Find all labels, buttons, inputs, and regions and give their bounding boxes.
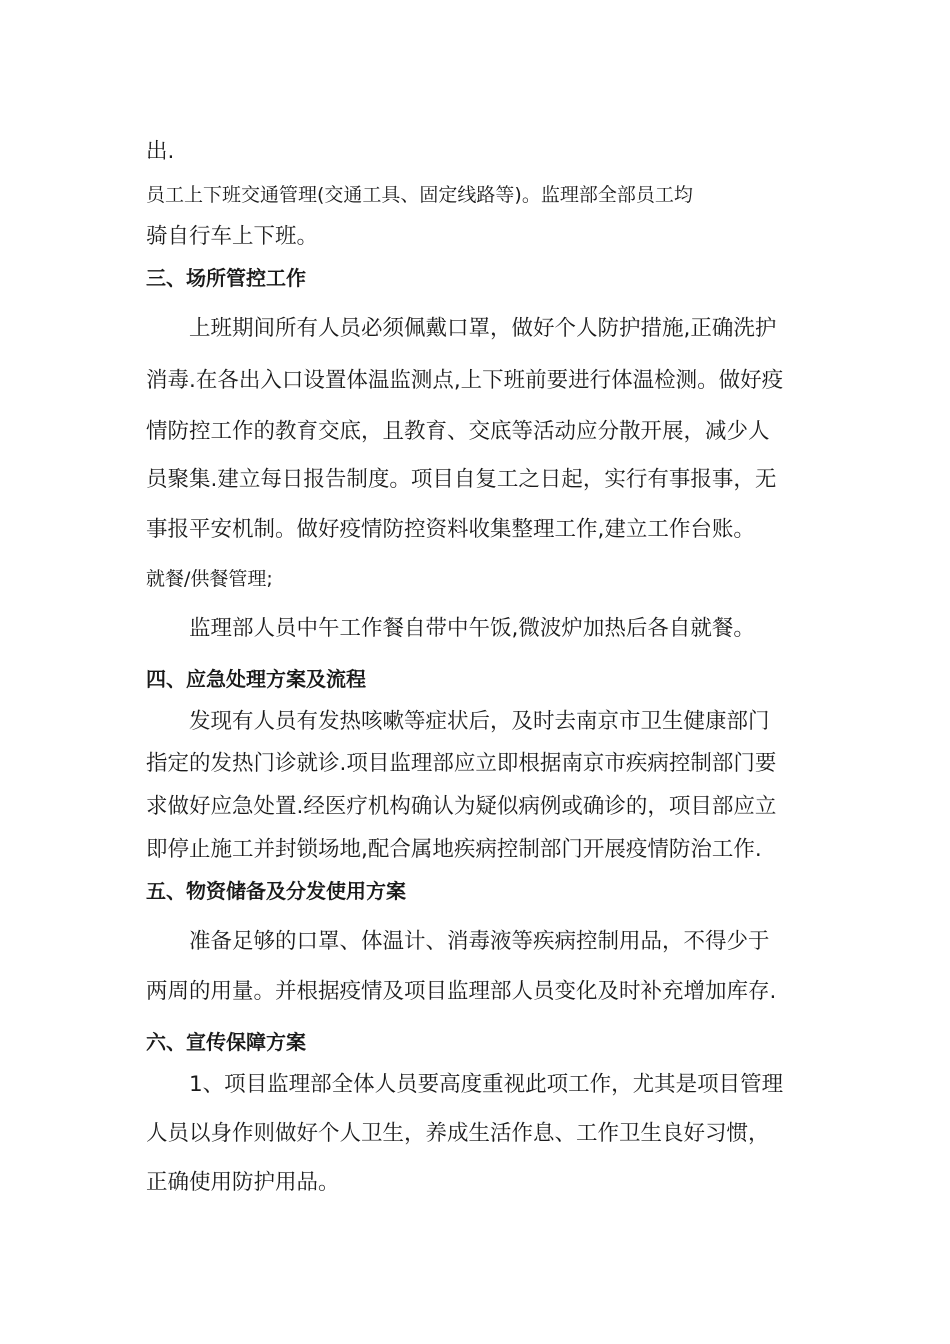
text-line: 两周的用量。并根据疫情及项目监理部人员变化及时补充增加库存. [146, 979, 777, 1004]
text-line: 员工上下班交通管理(交通工具、固定线路等)。监理部全部员工均 [146, 184, 693, 206]
section-heading: 六、宣传保障方案 [146, 1030, 306, 1054]
text-line: 事报平安机制。做好疫情防控资料收集整理工作,建立工作台账。 [146, 517, 755, 542]
text-line: 正确使用防护用品。 [146, 1170, 340, 1195]
text-line: 消毒.在各出入口设置体温监测点,上下班前要进行体温检测。做好疫 [146, 368, 784, 393]
text-line: 指定的发热门诊就诊.项目监理部应立即根据南京市疾病控制部门要 [146, 751, 777, 776]
text-line: 情防控工作的教育交底，且教育、交底等活动应分散开展，减少人 [146, 419, 770, 444]
text-line: 骑自行车上下班。 [146, 224, 319, 249]
text-line: 上班期间所有人员必须佩戴口罩，做好个人防护措施,正确洗护 [189, 316, 777, 341]
text-line: 发现有人员有发热咳嗽等症状后，及时去南京市卫生健康部门 [189, 709, 770, 734]
text-line: 1、项目监理部全体人员要高度重视此项工作，尤其是项目管理 [189, 1072, 784, 1097]
section-heading: 四、应急处理方案及流程 [146, 667, 366, 691]
text-line: 出. [146, 139, 175, 164]
text-line: 求做好应急处置.经医疗机构确认为疑似病例或确诊的，项目部应立 [146, 794, 777, 819]
text-line: 就餐/供餐管理; [146, 568, 273, 590]
text-line: 即停止施工并封锁场地,配合属地疾病控制部门开展疫情防治工作. [146, 837, 762, 862]
section-heading: 五、物资储备及分发使用方案 [146, 879, 406, 903]
text-line: 员聚集.建立每日报告制度。项目自复工之日起，实行有事报事，无 [146, 467, 777, 492]
text-line: 监理部人员中午工作餐自带中午饭,微波炉加热后各自就餐。 [189, 616, 755, 641]
text-line: 人员以身作则做好个人卫生，养成生活作息、工作卫生良好习惯， [146, 1121, 770, 1146]
section-heading: 三、场所管控工作 [146, 266, 306, 290]
text-line: 准备足够的口罩、体温计、消毒液等疾病控制用品，不得少于 [189, 929, 770, 954]
